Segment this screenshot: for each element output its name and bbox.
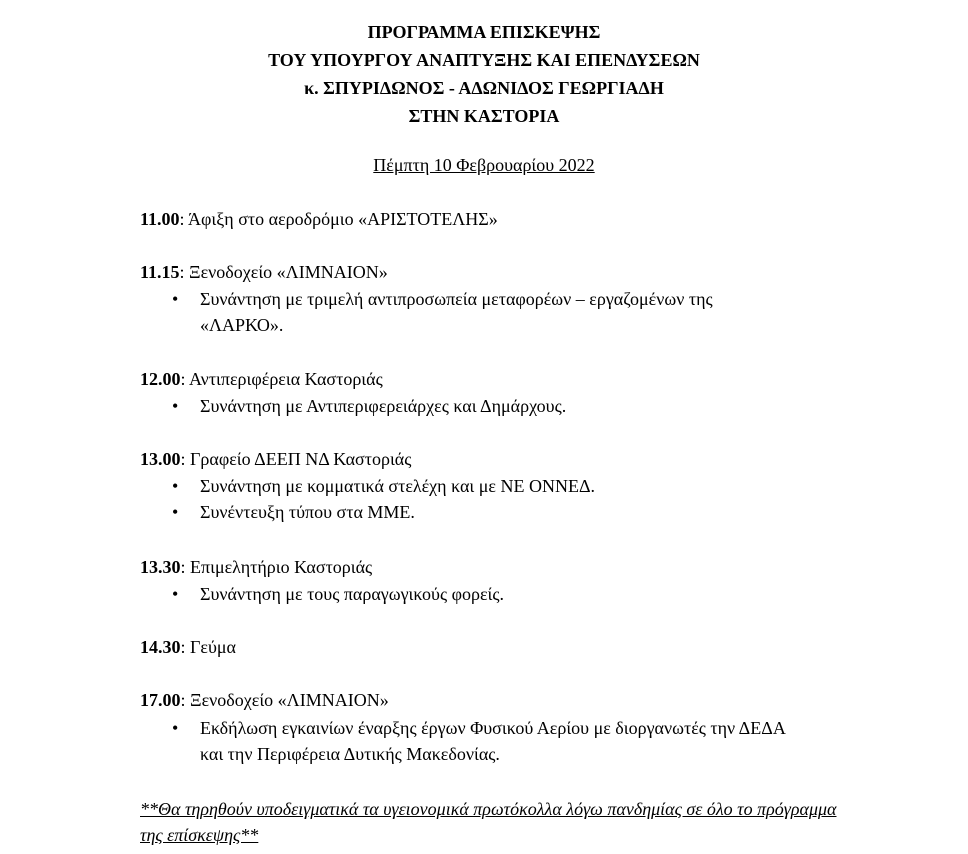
entry-bullet-list: [172, 393, 840, 419]
schedule-entry: [140, 259, 388, 285]
schedule-entry: [140, 634, 236, 660]
entry-separator: :: [180, 369, 190, 389]
entry-place: Επιμελητήριο Καστοριάς: [190, 557, 373, 577]
entry-time: 14.30: [140, 637, 181, 657]
schedule-entry: [140, 206, 498, 232]
entry-place: Αντιπεριφέρεια Καστοριάς: [189, 369, 383, 389]
list-item-text: Εκδήλωση εγκαινίων έναρξης έργων Φυσικού Αερίου με διοργανωτές την ΔΕΔΑ και την Περιφέρεια Δυτικής Μακεδονίας.: [200, 718, 785, 764]
bullet-icon: •: [172, 396, 179, 416]
bullet-icon: •: [172, 718, 179, 738]
bullet-icon: •: [172, 584, 179, 604]
list-item-text: Συνέντευξη τύπου στα ΜΜΕ.: [200, 502, 415, 522]
entry-time: 17.00: [140, 690, 181, 710]
entry-bullet-list: [172, 715, 810, 767]
schedule-entry: [140, 366, 383, 392]
list-item-text: Συνάντηση με Αντιπεριφερειάρχες και Δημάρχους.: [200, 396, 567, 416]
footnote: **Θα τηρηθούν υποδειγματικά τα υγειονομικά πρωτόκολλα λόγω πανδημίας σε όλο το πρόγραμμα της επίσκεψης**: [140, 799, 837, 845]
list-item-text: Συνάντηση με τριμελή αντιπροσωπεία μεταφορέων – εργαζομένων της «ΛΑΡΚΟ».: [200, 289, 713, 335]
schedule-entry: [140, 446, 411, 472]
entry-separator: :: [179, 209, 189, 229]
entry-time: 13.30: [140, 557, 181, 577]
bullet-icon: •: [172, 476, 179, 496]
entry-time: 11.00: [140, 209, 180, 229]
entry-time: 13.00: [140, 449, 181, 469]
entry-time: 12.00: [140, 369, 181, 389]
schedule-entry: [140, 554, 372, 580]
title-line: ΤΟΥ ΥΠΟΥΡΓΟΥ ΑΝΑΠΤΥΞΗΣ ΚΑΙ ΕΠΕΝΔΥΣΕΩΝ: [268, 50, 700, 70]
list-item: [172, 393, 840, 419]
list-item: [172, 499, 840, 525]
entry-place: Γραφείο ΔΕΕΠ ΝΔ Καστοριάς: [190, 449, 412, 469]
title-line: κ. ΣΠΥΡΙΔΩΝΟΣ - ΑΔΩΝΙΔΟΣ ΓΕΩΡΓΙΑΔΗ: [304, 78, 664, 98]
list-item: [172, 581, 840, 607]
entry-place: Ξενοδοχείο «ΛΙΜΝΑΙΟΝ»: [189, 262, 388, 282]
entry-bullet-list: [172, 286, 800, 338]
title-line: ΠΡΟΓΡΑΜΜΑ ΕΠΙΣΚΕΨΗΣ: [367, 22, 601, 42]
entry-bullet-list: [172, 473, 840, 525]
list-item-text: Συνάντηση με τους παραγωγικούς φορείς.: [200, 584, 504, 604]
entry-time: 11.15: [140, 262, 180, 282]
list-item: [172, 286, 800, 338]
list-item: [172, 473, 840, 499]
entry-separator: :: [180, 637, 191, 657]
entry-place: Γεύμα: [190, 637, 236, 657]
list-item: [172, 715, 810, 767]
title-line: ΣΤΗΝ ΚΑΣΤΟΡΙΑ: [408, 106, 560, 126]
entry-separator: :: [180, 449, 191, 469]
document-title: [0, 18, 968, 130]
entry-place: Άφιξη στο αεροδρόμιο «ΑΡΙΣΤΟΤΕΛΗΣ»: [188, 209, 498, 229]
entry-separator: :: [179, 262, 190, 282]
entry-place: Ξενοδοχείο «ΛΙΜΝΑΙΟΝ»: [190, 690, 389, 710]
bullet-icon: •: [172, 502, 179, 522]
entry-separator: :: [180, 557, 191, 577]
visit-date: Πέμπτη 10 Φεβρουαρίου 2022: [373, 155, 595, 175]
schedule-entry: [140, 687, 389, 713]
bullet-icon: •: [172, 289, 179, 309]
list-item-text: Συνάντηση με κομματικά στελέχη και με ΝΕ ΟΝΝΕΔ.: [200, 476, 596, 496]
entry-separator: :: [180, 690, 191, 710]
entry-bullet-list: [172, 581, 840, 607]
